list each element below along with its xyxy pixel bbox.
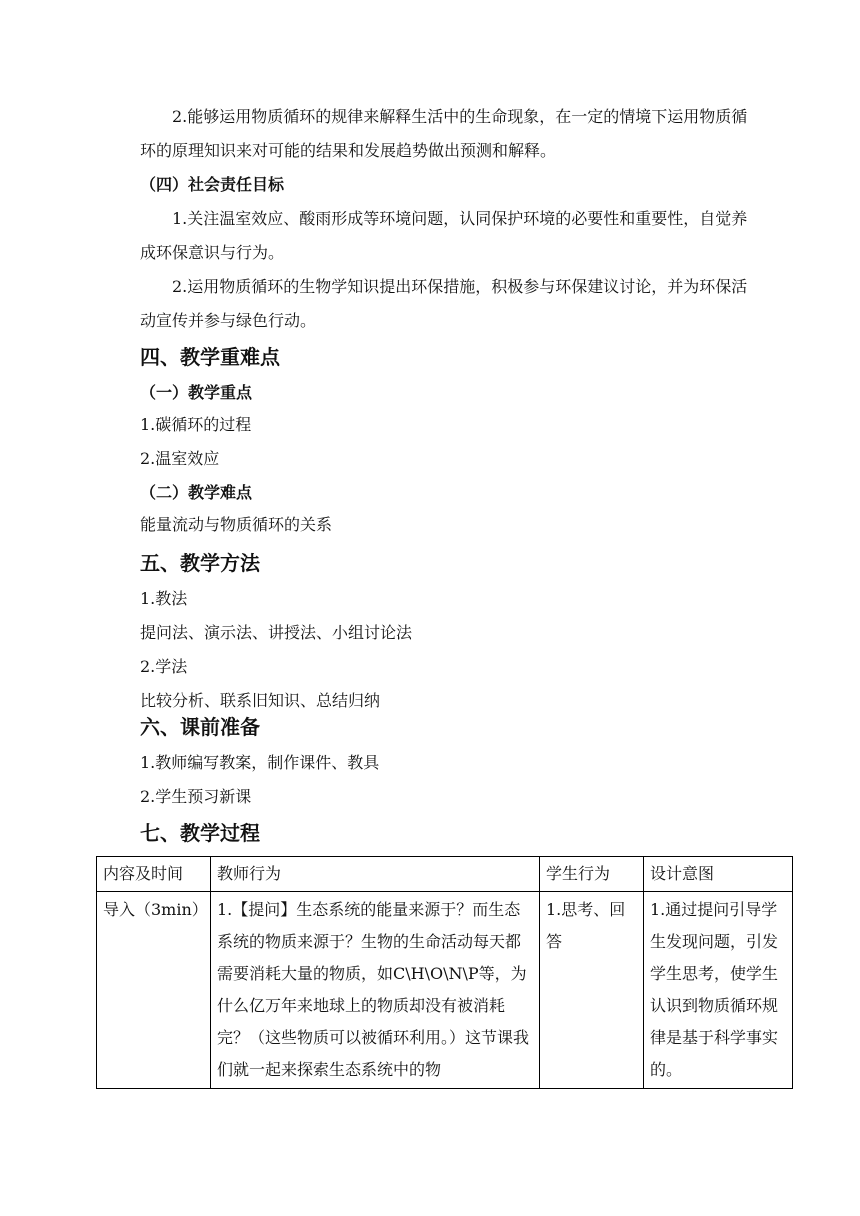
table-header-cell: 内容及时间 [97, 857, 211, 892]
method-item-3: 2.学法 [140, 657, 188, 676]
social-goal-heading: （四）社会责任目标 [140, 175, 285, 194]
table-cell-teacher: 1.【提问】生态系统的能量来源于？而生态系统的物质来源于？生物的生命活动每天都需要消耗大量的物质，如C\H\O\N\P等，为什么亿万年来地球上的物质却没有被消耗完？（这些物质可以被循环利用。）这节课我们就一起来探索生态系统中的物 [211, 892, 540, 1089]
prep-item-1: 1.教师编写教案，制作课件、教具 [140, 753, 380, 772]
table-header-cell: 设计意图 [644, 857, 793, 892]
section-heading-prep: 六、课前准备 [140, 715, 260, 739]
section-heading-methods: 五、教学方法 [140, 551, 260, 575]
method-item-2: 提问法、演示法、讲授法、小组讨论法 [140, 623, 413, 642]
goal-item-2: 2.能够运用物质循环的规律来解释生活中的生命现象，在一定的情境下运用物质循环的原理知识来对可能的结果和发展趋势做出预测和解释。 [140, 107, 748, 160]
social-goal-item-2: 2.运用物质循环的生物学知识提出环保措施，积极参与环保建议讨论，并为环保活动宣传并参与绿色行动。 [140, 277, 748, 330]
table-cell-content: 导入（3min） [97, 892, 211, 1089]
table-header-cell: 教师行为 [211, 857, 540, 892]
method-item-1: 1.教法 [140, 589, 188, 608]
table-cell-student: 1.思考、回答 [540, 892, 644, 1089]
teaching-process-table [96, 856, 793, 1089]
table-header-row [97, 857, 793, 892]
keypoints-sub-heading-2: （二）教学难点 [140, 483, 253, 502]
keypoint-item-1: 1.碳循环的过程 [140, 415, 252, 434]
method-item-4: 比较分析、联系旧知识、总结归纳 [140, 691, 381, 710]
table-header-cell: 学生行为 [540, 857, 644, 892]
table-cell-intent: 1.通过提问引导学生发现问题，引发学生思考，使学生认识到物质循环规律是基于科学事实的。 [644, 892, 793, 1089]
section-heading-keypoints: 四、教学重难点 [140, 345, 280, 369]
difficulty-item-1: 能量流动与物质循环的关系 [140, 515, 333, 534]
keypoints-sub-heading-1: （一）教学重点 [140, 383, 253, 402]
social-goal-item-1: 1.关注温室效应、酸雨形成等环境问题，认同保护环境的必要性和重要性，自觉养成环保意识与行为。 [140, 209, 748, 262]
section-heading-process: 七、教学过程 [140, 821, 260, 845]
prep-item-2: 2.学生预习新课 [140, 787, 252, 806]
keypoint-item-2: 2.温室效应 [140, 449, 220, 468]
table-row [97, 892, 793, 1089]
